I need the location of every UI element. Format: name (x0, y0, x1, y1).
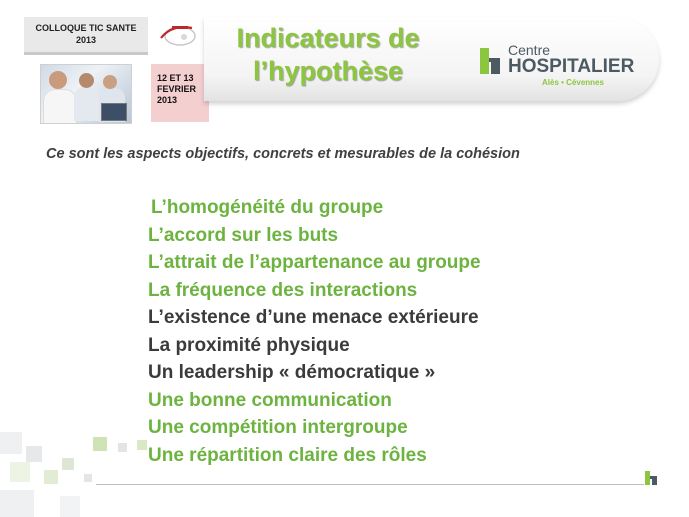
hospital-logo (478, 40, 635, 90)
hospital-logo-centre: Centre (508, 42, 551, 58)
event-logo-icon (158, 22, 198, 48)
slide-title (208, 22, 448, 88)
hospital-logo-city: Alès • Cévennes (542, 78, 604, 87)
date-month: FEVRIER (157, 84, 197, 94)
hospital-mark-icon (478, 44, 508, 78)
indicator-item: L’accord sur les buts (148, 224, 339, 246)
footer-divider (96, 484, 644, 485)
indicator-item: La proximité physique (148, 334, 350, 356)
indicator-item: Une répartition claire des rôles (148, 444, 427, 466)
colloque-year: 2013 (75, 35, 97, 45)
footer-hospital-mark-icon (645, 470, 659, 486)
indicator-item: Un leadership « démocratique » (148, 362, 436, 383)
colloque-label: COLLOQUE TIC SANTE (35, 23, 137, 33)
event-date-badge (151, 64, 209, 122)
indicator-list (148, 194, 481, 469)
title-line-1: Indicateurs de (236, 23, 420, 53)
indicator-item: Une bonne communication (148, 389, 392, 411)
header-photo (40, 64, 132, 124)
hospital-logo-name: HOSPITALIER (508, 56, 635, 77)
date-days: 12 ET 13 (157, 73, 194, 83)
indicator-item: L’homogénéité du groupe (151, 197, 384, 218)
title-line-2: l’hypothèse (252, 56, 404, 86)
indicator-item: L’attrait de l’appartenance au groupe (148, 252, 481, 273)
indicator-item: Une compétition intergroupe (148, 417, 408, 438)
slide-subtitle: Ce sont les aspects objectifs, concrets et mesurables de la cohésion (46, 146, 520, 162)
date-year: 2013 (157, 95, 178, 105)
indicator-item: La fréquence des interactions (148, 279, 418, 301)
colloque-badge (24, 17, 148, 55)
indicator-item: L’existence d’une menace extérieure (148, 307, 479, 328)
